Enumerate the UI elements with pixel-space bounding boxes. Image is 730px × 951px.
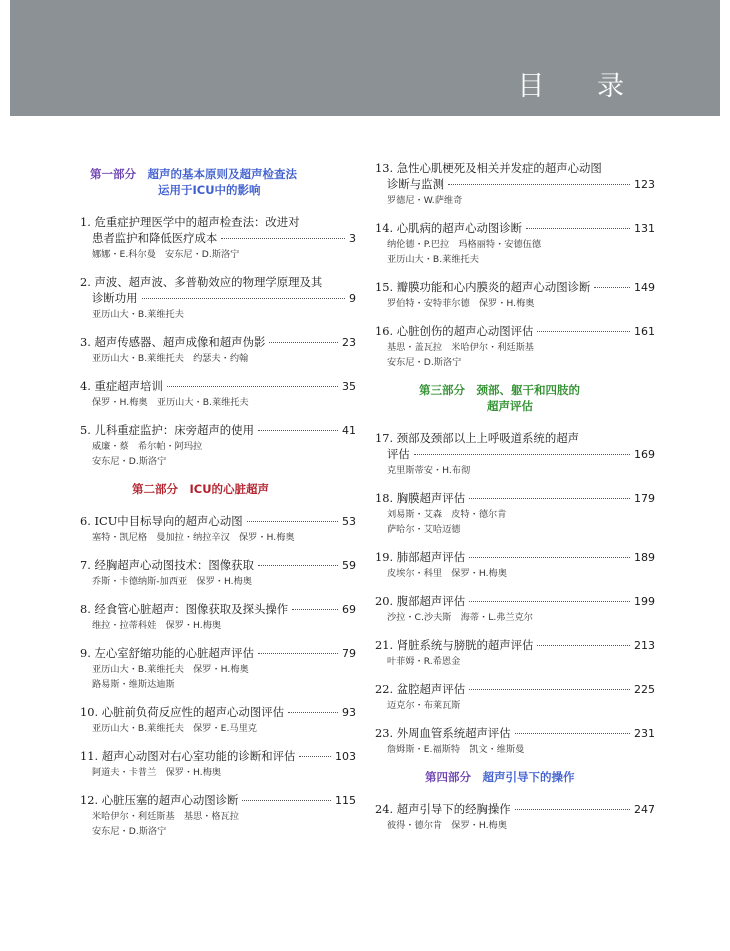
leader-dots <box>242 800 331 801</box>
page-number: 115 <box>335 794 356 807</box>
page-number: 231 <box>634 727 655 740</box>
toc-entry <box>375 490 655 537</box>
entry-authors: 安东尼・D.斯洛宁 <box>92 456 167 467</box>
leader-dots <box>526 228 630 229</box>
entry-title-row <box>375 323 655 340</box>
entry-authors: 威廉・蔡 希尔帕・阿玛拉 <box>92 441 203 452</box>
section-title: 超声引导下的操作 <box>482 770 575 784</box>
page-number: 247 <box>634 803 655 816</box>
header-banner <box>10 0 720 116</box>
page-number: 123 <box>634 178 655 191</box>
leader-dots <box>469 601 630 602</box>
leader-dots <box>258 565 338 566</box>
entry-title: 19. 肺部超声评估 <box>375 550 466 564</box>
entry-title-line1: 1. 危重症护理医学中的超声检查法：改进对 <box>80 215 300 229</box>
section-part-label: 第二部分 <box>132 482 178 496</box>
entry-title: 患者监护和降低医疗成本 <box>92 231 218 245</box>
page-number: 79 <box>342 647 356 660</box>
entry-title-row <box>375 593 655 610</box>
entry-authors: 克里斯蒂安・H.布彻 <box>387 465 471 476</box>
leader-dots <box>594 287 630 288</box>
leader-dots <box>469 557 630 558</box>
entry-title-row <box>375 681 655 698</box>
entry-title: 10. 心脏前负荷反应性的超声心动图评估 <box>80 705 284 719</box>
toc-entry <box>375 160 655 208</box>
entry-authors: 叶菲姆・R.希恩金 <box>387 656 461 667</box>
entry-title-row <box>80 557 356 574</box>
toc-entry <box>80 645 356 692</box>
entry-authors: 娜娜・E.科尔曼 安东尼・D.斯洛宁 <box>92 249 240 260</box>
toc-entry <box>375 549 655 581</box>
page-number: 103 <box>335 750 356 763</box>
leader-dots <box>469 689 630 690</box>
section-title: ICU的心脏超声 <box>189 482 270 496</box>
entry-title: 诊断与监测 <box>387 177 444 191</box>
entry-title-line1: 17. 颈部及颈部以上上呼吸道系统的超声 <box>375 431 579 445</box>
entry-title: 14. 心肌病的超声心动图诊断 <box>375 221 523 235</box>
entry-authors: 罗德尼・W.萨维奇 <box>387 195 463 206</box>
leader-dots <box>142 298 345 299</box>
entry-title: 21. 肾脏系统与膀胱的超声评估 <box>375 638 534 652</box>
entry-authors: 安东尼・D.斯洛宁 <box>387 357 462 368</box>
leader-dots <box>258 430 338 431</box>
toc-entry <box>375 279 655 311</box>
leader-dots <box>414 454 630 455</box>
toc-entry <box>375 681 655 713</box>
section-heading <box>375 769 655 785</box>
entry-title-row <box>80 704 356 721</box>
page-title: 目 录 <box>517 71 646 102</box>
entry-title: 18. 胸膜超声评估 <box>375 491 466 505</box>
page-number: 59 <box>342 559 356 572</box>
leader-dots <box>221 238 345 239</box>
toc-entry <box>375 725 655 757</box>
toc-entry <box>375 220 655 267</box>
page-number: 35 <box>342 380 356 393</box>
toc-entry <box>375 801 655 833</box>
entry-title: 5. 儿科重症监护：床旁超声的使用 <box>80 423 254 437</box>
section-title: 超声的基本原则及超声检查法 <box>147 167 297 181</box>
entry-authors: 保罗・H.梅奥 亚历山大・B.莱维托夫 <box>92 397 249 408</box>
toc-entry <box>80 557 356 589</box>
section-part-label: 第三部分 <box>419 383 465 397</box>
section-title-line2: 运用于ICU中的影响 <box>158 183 261 197</box>
leader-dots <box>469 498 630 499</box>
page-number: 189 <box>634 551 655 564</box>
entry-authors: 刘易斯・艾森 皮特・德尔肯 <box>387 509 507 520</box>
page-number: 149 <box>634 281 655 294</box>
entry-authors: 路易斯・维斯达迪斯 <box>92 679 175 690</box>
section-title-line2: 超声评估 <box>487 399 533 413</box>
leader-dots <box>299 756 331 757</box>
leader-dots <box>167 386 338 387</box>
entry-authors: 乔斯・卡德纳斯-加西亚 保罗・H.梅奥 <box>92 576 252 587</box>
section-part-label: 第四部分 <box>425 770 471 784</box>
entry-title-row <box>375 279 655 296</box>
entry-title-row <box>80 378 356 395</box>
toc-entry <box>80 334 356 366</box>
entry-title: 8. 经食管心脏超声：图像获取及探头操作 <box>80 602 289 616</box>
leader-dots <box>537 331 630 332</box>
entry-authors: 基思・盖瓦拉 米哈伊尔・利廷斯基 <box>387 342 534 353</box>
entry-title-row <box>80 422 356 439</box>
leader-dots <box>537 645 630 646</box>
page-number: 41 <box>342 424 356 437</box>
entry-title-row <box>80 513 356 530</box>
entry-authors: 亚历山大・B.莱维托夫 保罗・H.梅奥 <box>92 664 249 675</box>
entry-authors: 纳伦德・P.巴拉 玛格丽特・安德伍德 <box>387 239 542 250</box>
toc-entry <box>80 704 356 736</box>
entry-authors: 安东尼・D.斯洛宁 <box>92 826 167 837</box>
entry-title-row <box>375 446 655 463</box>
entry-authors: 亚历山大・B.莱维托夫 约瑟夫・约翰 <box>92 353 249 364</box>
entry-authors: 维拉・拉蒂科娃 保罗・H.梅奥 <box>92 620 222 631</box>
entry-title: 4. 重症超声培训 <box>80 379 163 393</box>
entry-authors: 亚历山大・B.莱维托夫 <box>92 309 184 320</box>
entry-authors: 亚历山大・B.莱维托夫 <box>387 254 479 265</box>
toc-entry <box>80 422 356 469</box>
entry-title-row <box>80 645 356 662</box>
entry-title-row <box>80 601 356 618</box>
entry-authors: 迈克尔・布莱瓦斯 <box>387 700 461 711</box>
page-number: 161 <box>634 325 655 338</box>
entry-title: 3. 超声传感器、超声成像和超声伪影 <box>80 335 266 349</box>
toc-entry <box>375 637 655 669</box>
page-number: 213 <box>634 639 655 652</box>
entry-title: 23. 外周血管系统超声评估 <box>375 726 511 740</box>
page-number: 169 <box>634 448 655 461</box>
section-part-label: 第一部分 <box>90 167 136 181</box>
entry-title-row <box>80 230 356 247</box>
toc-column-right <box>375 160 655 845</box>
entry-title-row <box>375 176 655 193</box>
leader-dots <box>515 733 630 734</box>
leader-dots <box>288 712 338 713</box>
entry-title: 7. 经胸超声心动图技术：图像获取 <box>80 558 254 572</box>
entry-title: 9. 左心室舒缩功能的心脏超声评估 <box>80 646 254 660</box>
page-number: 93 <box>342 706 356 719</box>
section-heading <box>80 481 356 497</box>
toc-entry <box>375 430 655 478</box>
entry-title-row <box>375 725 655 742</box>
entry-authors: 塞特・凯尼格 曼加拉・纳拉辛汉 保罗・H.梅奥 <box>92 532 295 543</box>
entry-authors: 詹姆斯・E.福斯特 凯文・维斯曼 <box>387 744 525 755</box>
entry-title-row <box>375 637 655 654</box>
page-number: 3 <box>349 232 356 245</box>
page-number: 179 <box>634 492 655 505</box>
entry-title: 12. 心脏压塞的超声心动图诊断 <box>80 793 239 807</box>
entry-authors: 萨哈尔・艾哈迈德 <box>387 524 461 535</box>
entry-title-row <box>375 220 655 237</box>
leader-dots <box>515 809 630 810</box>
entry-title: 6. ICU中目标导向的超声心动图 <box>80 514 243 528</box>
entry-title-line1: 2. 声波、超声波、多普勒效应的物理学原理及其 <box>80 275 323 289</box>
entry-authors: 彼得・德尔肯 保罗・H.梅奥 <box>387 820 507 831</box>
page-number: 199 <box>634 595 655 608</box>
entry-title-row <box>375 801 655 818</box>
page-number: 23 <box>342 336 356 349</box>
entry-title-row <box>80 792 356 809</box>
entry-title: 诊断功用 <box>92 291 138 305</box>
toc-column-left <box>80 160 356 851</box>
toc-entry <box>80 792 356 839</box>
entry-title-row <box>80 290 356 307</box>
entry-title: 16. 心脏创伤的超声心动图评估 <box>375 324 534 338</box>
toc-entry <box>80 513 356 545</box>
entry-authors: 罗伯特・安特菲尔德 保罗・H.梅奥 <box>387 298 535 309</box>
entry-title-row <box>80 748 356 765</box>
toc-entry <box>80 378 356 410</box>
leader-dots <box>247 521 338 522</box>
entry-title: 评估 <box>387 447 410 461</box>
entry-title-row <box>375 549 655 566</box>
entry-title-row <box>375 490 655 507</box>
entry-title: 22. 盆腔超声评估 <box>375 682 466 696</box>
entry-title: 24. 超声引导下的经胸操作 <box>375 802 511 816</box>
page-number: 225 <box>634 683 655 696</box>
page-number: 69 <box>342 603 356 616</box>
entry-authors: 米哈伊尔・利廷斯基 基思・格瓦拉 <box>92 811 239 822</box>
page-number: 53 <box>342 515 356 528</box>
entry-title: 20. 腹部超声评估 <box>375 594 466 608</box>
entry-authors: 沙拉・C.沙夫斯 海蒂・L.弗兰克尔 <box>387 612 533 623</box>
toc-entry <box>375 593 655 625</box>
entry-authors: 阿道夫・卡普兰 保罗・H.梅奥 <box>92 767 222 778</box>
toc-entry <box>80 274 356 322</box>
toc-entry <box>80 748 356 780</box>
leader-dots <box>258 653 338 654</box>
leader-dots <box>448 184 630 185</box>
page-number: 9 <box>349 292 356 305</box>
entry-title-line1: 13. 急性心肌梗死及相关并发症的超声心动图 <box>375 161 602 175</box>
leader-dots <box>269 342 338 343</box>
entry-title-row <box>80 334 356 351</box>
section-heading <box>375 382 655 414</box>
toc-entry <box>375 323 655 370</box>
entry-title: 11. 超声心动图对右心室功能的诊断和评估 <box>80 749 296 763</box>
section-title: 颈部、躯干和四肢的 <box>476 383 580 397</box>
entry-authors: 亚历山大・B.莱维托夫 保罗・E.马里克 <box>92 723 257 734</box>
page-number: 131 <box>634 222 655 235</box>
section-heading <box>80 166 356 198</box>
toc-entry <box>80 601 356 633</box>
toc-entry <box>80 214 356 262</box>
entry-title: 15. 瓣膜功能和心内膜炎的超声心动图诊断 <box>375 280 591 294</box>
entry-authors: 皮埃尔・科里 保罗・H.梅奥 <box>387 568 507 579</box>
leader-dots <box>292 609 338 610</box>
